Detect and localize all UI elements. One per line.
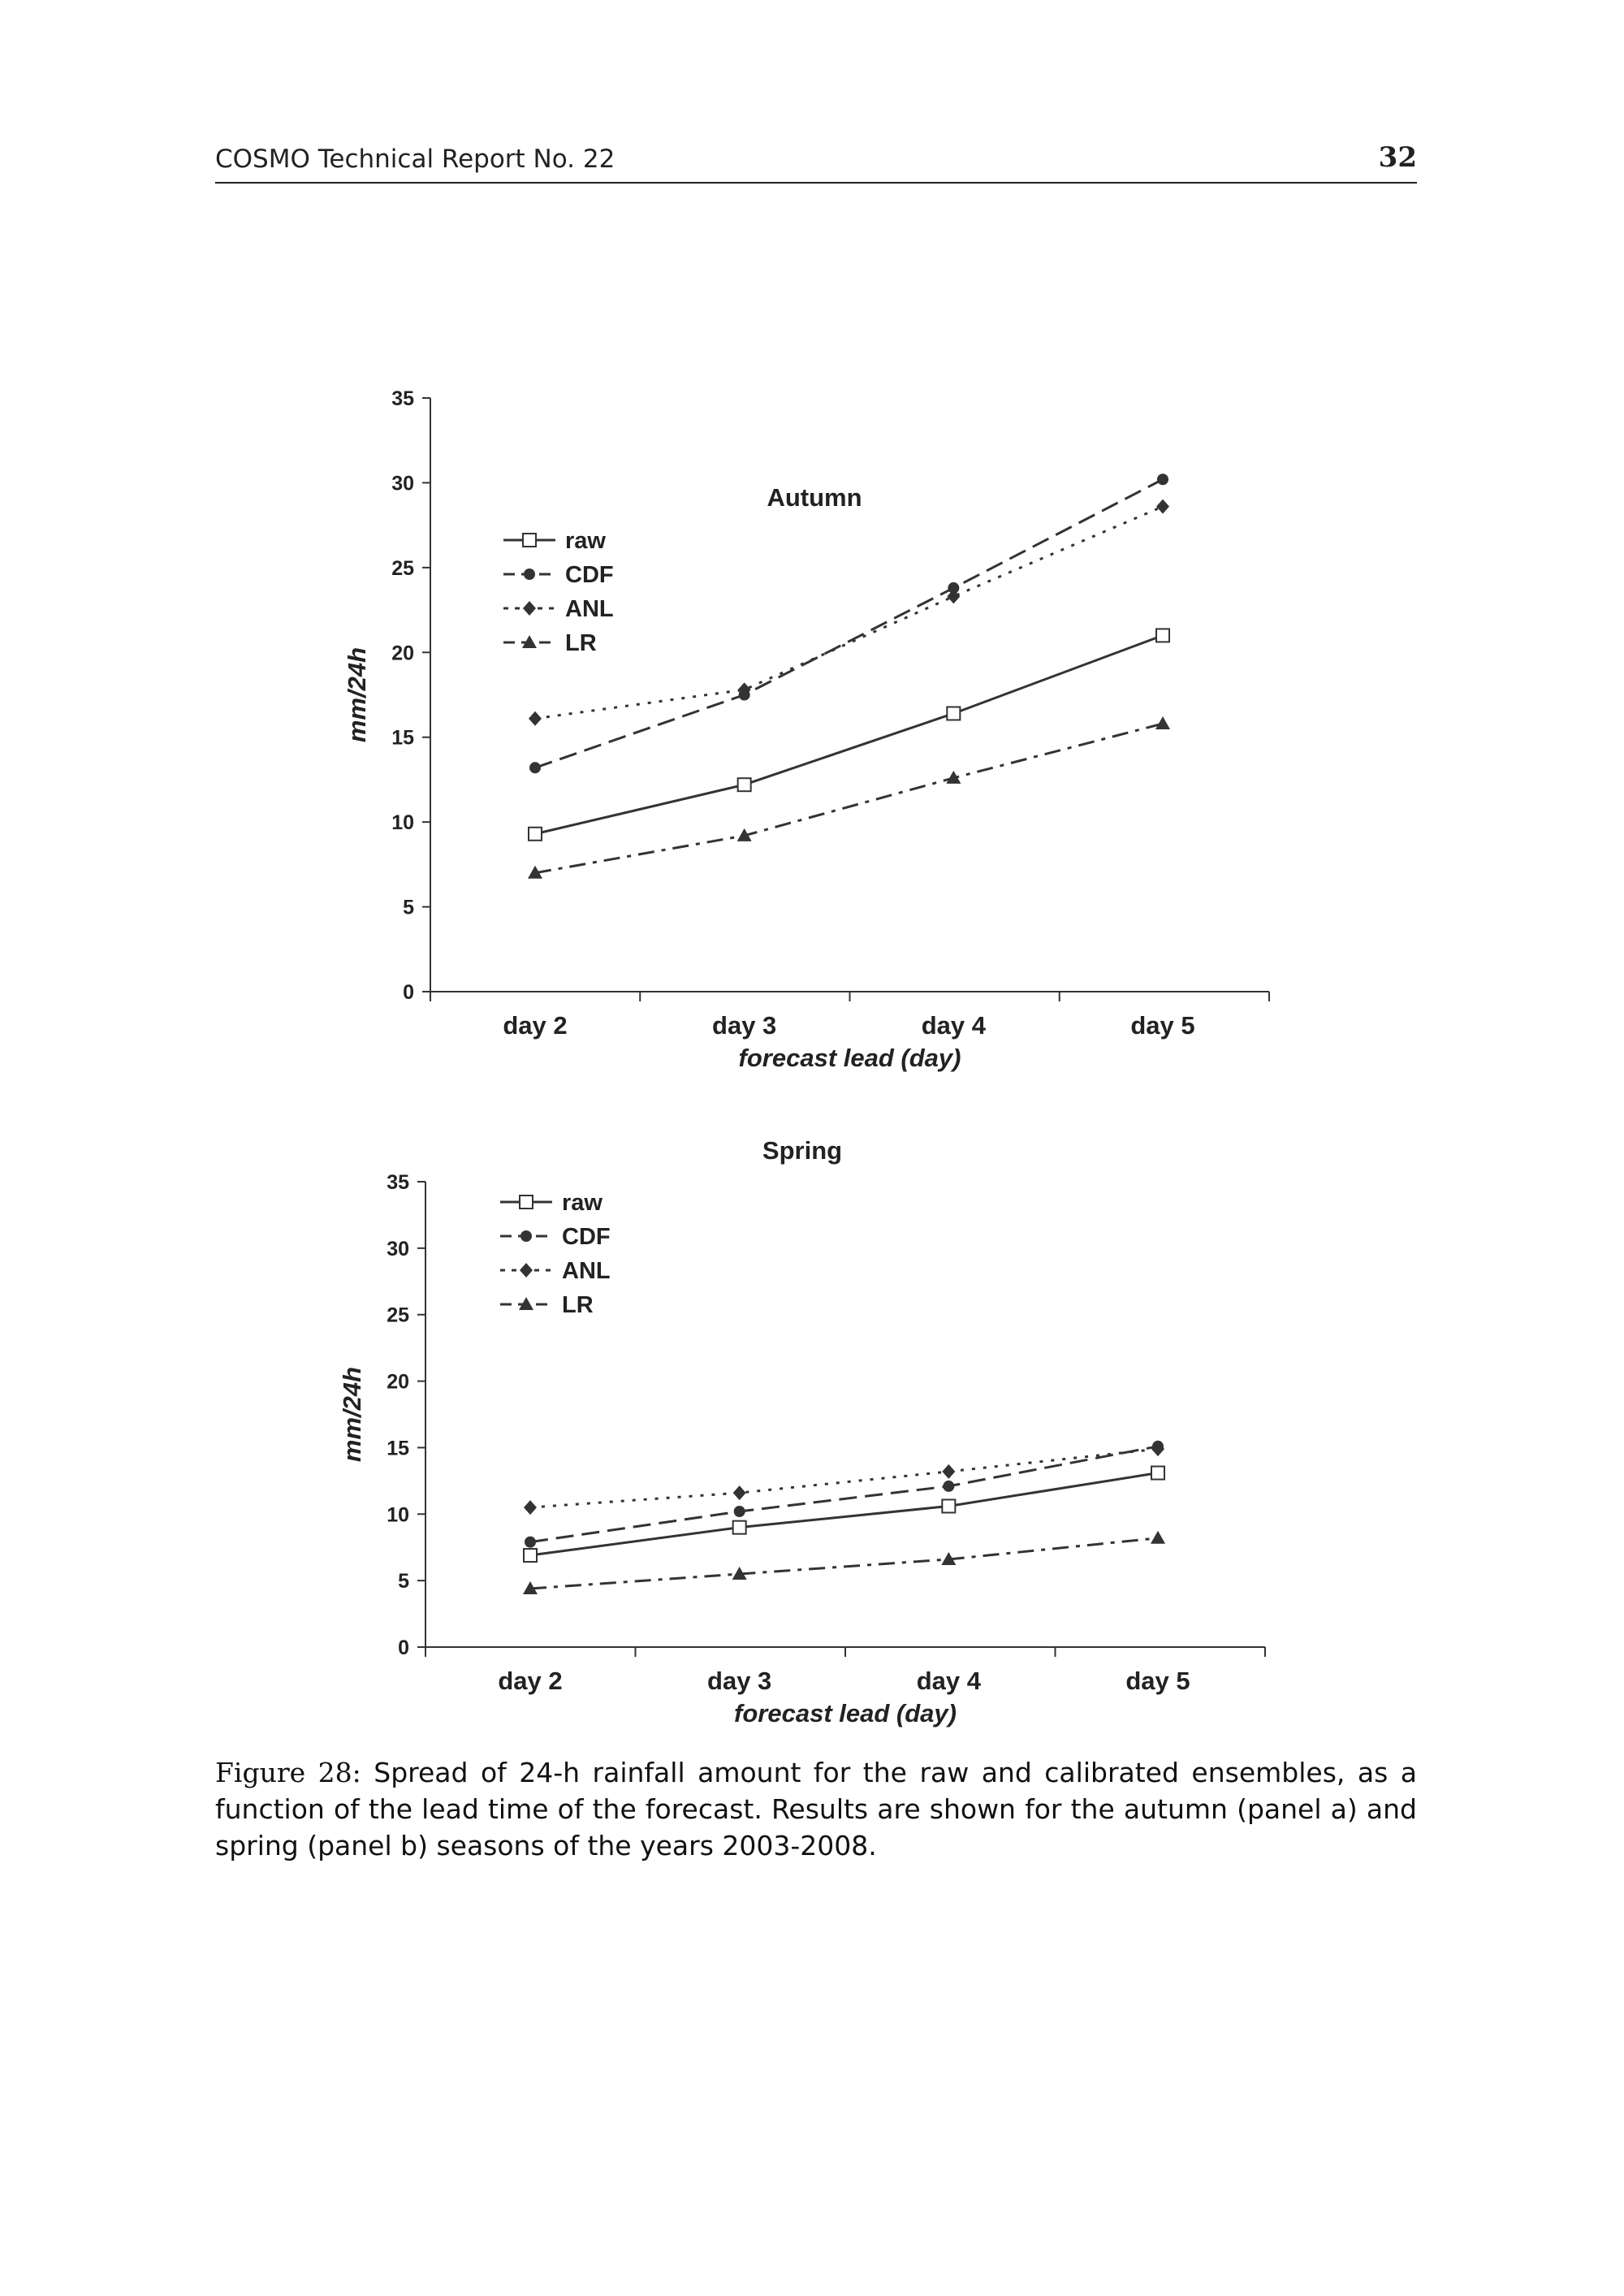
y-tick-label: 10	[387, 1503, 409, 1527]
x-tick-label: day 4	[921, 1011, 986, 1040]
legend-label: CDF	[565, 562, 614, 588]
y-tick-label: 25	[387, 1304, 409, 1327]
series-anl	[524, 1442, 1164, 1515]
data-point	[733, 1521, 746, 1534]
y-axis-label: mm/24h	[338, 1366, 366, 1463]
data-point	[1151, 1531, 1165, 1544]
chart-title: Autumn	[767, 483, 862, 512]
legend-label: CDF	[562, 1224, 611, 1250]
y-tick-label: 0	[403, 981, 414, 1004]
legend-label: LR	[565, 630, 597, 656]
legend-marker	[520, 1196, 533, 1209]
series-lr	[523, 1531, 1165, 1594]
data-point	[524, 1500, 537, 1515]
caption-text: Spread of 24-h rainfall amount for the raw and calibrated ensembles, as a function of the lead time of the forecast. Results are shown for the autumn (panel a) and spring (panel b) seasons of the years 2003-2008.	[215, 1757, 1417, 1861]
y-tick-label: 30	[387, 1237, 409, 1260]
series-cdf	[525, 1441, 1164, 1548]
series-line	[530, 1473, 1158, 1556]
data-point	[1151, 1467, 1164, 1480]
y-tick-label: 0	[398, 1637, 409, 1659]
data-point	[942, 1464, 955, 1479]
y-tick-label: 20	[387, 1370, 409, 1394]
chart-title: Spring	[762, 1136, 843, 1165]
y-tick-label: 25	[391, 556, 414, 580]
x-tick-label: day 3	[712, 1011, 777, 1040]
x-axis-label: forecast lead (day)	[738, 1044, 961, 1072]
report-title: COSMO Technical Report No. 22	[215, 145, 615, 174]
data-point	[943, 1481, 954, 1492]
y-tick-label: 10	[391, 811, 414, 835]
series-line	[530, 1538, 1158, 1589]
legend-marker	[520, 1263, 533, 1278]
y-tick-label: 5	[403, 896, 414, 919]
legend-label: raw	[565, 528, 606, 554]
y-tick-label: 30	[391, 472, 414, 495]
y-tick-label: 35	[387, 1171, 409, 1194]
y-tick-label: 35	[391, 387, 414, 410]
legend-label: ANL	[565, 596, 614, 622]
x-tick-label: day 4	[916, 1667, 981, 1695]
y-tick-label: 20	[391, 642, 414, 665]
x-tick-label: day 2	[503, 1011, 568, 1040]
x-tick-label: day 5	[1125, 1667, 1190, 1695]
series-line	[530, 1446, 1158, 1542]
figure-caption	[215, 1754, 1417, 1864]
y-tick-label: 15	[391, 726, 414, 750]
data-point	[524, 1549, 537, 1562]
data-point	[942, 1499, 955, 1512]
legend-marker	[520, 1230, 532, 1242]
data-point	[525, 1537, 536, 1548]
figure-label: Figure 28:	[215, 1757, 361, 1788]
y-axis-label: mm/24h	[343, 646, 371, 743]
data-point	[734, 1506, 745, 1517]
x-axis-label: forecast lead (day)	[734, 1699, 957, 1727]
legend-label: raw	[562, 1190, 603, 1216]
y-tick-label: 15	[387, 1437, 409, 1460]
x-tick-label: day 3	[707, 1667, 772, 1695]
legend-label: LR	[562, 1292, 594, 1318]
legend-label: ANL	[562, 1258, 611, 1284]
x-tick-label: day 5	[1130, 1011, 1195, 1040]
x-tick-label: day 2	[498, 1667, 563, 1695]
y-tick-label: 5	[398, 1570, 409, 1593]
page-number: 32	[1378, 141, 1417, 174]
data-point	[733, 1485, 746, 1500]
legend	[500, 1190, 611, 1318]
